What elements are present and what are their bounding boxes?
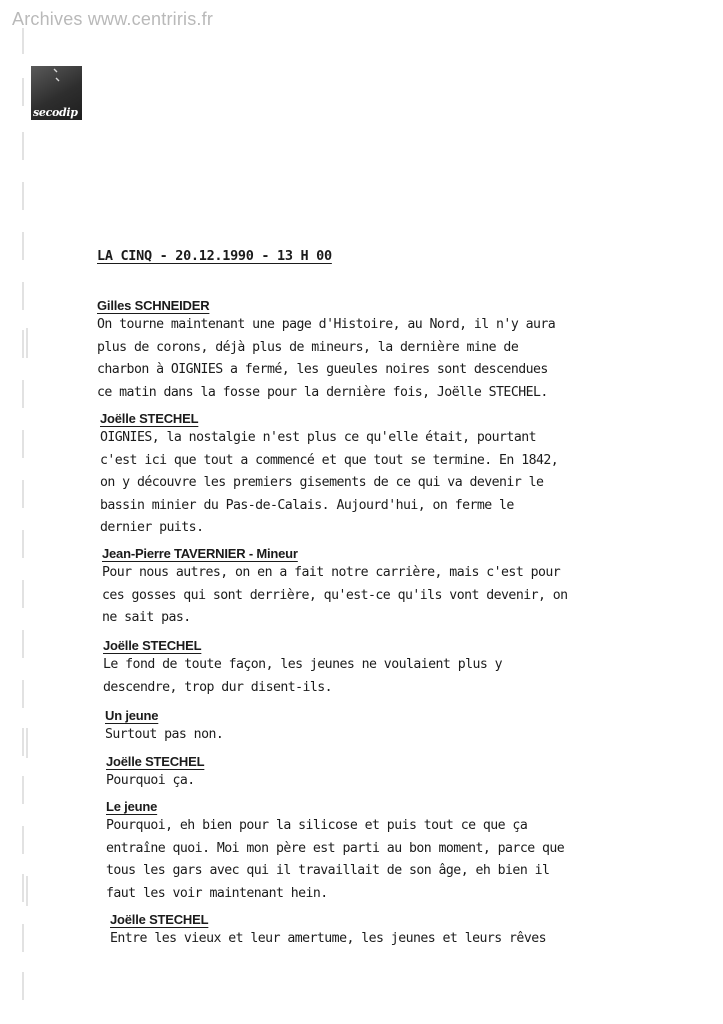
- transcript-line: on y découvre les premiers gisements de ce qui va devenir le: [100, 475, 544, 491]
- speaker-name: Joëlle STECHEL: [110, 912, 209, 927]
- transcript-line: OIGNIES, la nostalgie n'est plus ce qu'elle était, pourtant: [100, 430, 536, 445]
- speaker-name: Un jeune: [105, 708, 159, 723]
- speaker-name: Gilles SCHNEIDER: [97, 298, 210, 313]
- speaker-name: Le jeune: [106, 799, 158, 814]
- transcript-block: [110, 911, 580, 951]
- transcript-block: [100, 410, 570, 540]
- transcript-line: Pourquoi ça.: [106, 773, 195, 788]
- transcript-line: bassin minier du Pas-de-Calais. Aujourd'hui, on ferme le: [100, 497, 514, 513]
- transcript-line: charbon à OIGNIES a fermé, les gueules noires sont descendues: [97, 362, 548, 378]
- transcript-line: Entre les vieux et leur amertume, les jeunes et leurs rêves: [110, 931, 546, 946]
- transcript-block: [105, 707, 575, 747]
- transcript-line: tous les gars avec qui il travaillait de son âge, eh bien il: [106, 863, 550, 879]
- binding-margin: [17, 28, 33, 1018]
- transcript-line: dernier puits.: [100, 520, 204, 536]
- transcript-block: [106, 798, 576, 905]
- broadcast-header: LA CINQ - 20.12.1990 - 13 H 00: [97, 248, 332, 264]
- transcript-line: descendre, trop dur disent-ils.: [103, 679, 333, 695]
- transcript-line: On tourne maintenant une page d'Histoire, au Nord, il n'y aura: [97, 317, 556, 332]
- secodip-logo: [31, 66, 82, 120]
- transcript-line: plus de corons, déjà plus de mineurs, la dernière mine de: [97, 339, 519, 355]
- logo-mark-icon: [51, 68, 63, 92]
- transcript-line: Surtout pas non.: [105, 727, 224, 742]
- transcript-line: ce matin dans la fosse pour la dernière fois, Joëlle STECHEL.: [97, 384, 548, 400]
- speaker-name: Joëlle STECHEL: [100, 411, 199, 426]
- speaker-name: Jean-Pierre TAVERNIER - Mineur: [102, 546, 298, 561]
- transcript-line: c'est ici que tout a commencé et que tout se termine. En 1842,: [100, 452, 559, 468]
- binding-marks-icon: [17, 28, 33, 1018]
- transcript-block: [106, 753, 576, 793]
- speaker-name: Joëlle STECHEL: [103, 638, 202, 653]
- transcript-line: Le fond de toute façon, les jeunes ne voulaient plus y: [103, 657, 503, 672]
- transcript-line: Pourquoi, eh bien pour la silicose et puis tout ce que ça: [106, 818, 528, 833]
- transcript-block: [102, 545, 572, 630]
- transcript-block: [103, 637, 573, 699]
- speaker-name: Joëlle STECHEL: [106, 754, 205, 769]
- transcript-line: entraîne quoi. Moi mon père est parti au bon moment, parce que: [106, 840, 565, 856]
- transcript-line: faut les voir maintenant hein.: [106, 885, 328, 901]
- transcript-block: [97, 297, 567, 404]
- logo-text: secodip: [33, 106, 78, 119]
- transcript-line: ne sait pas.: [102, 610, 191, 626]
- transcript-line: ces gosses qui sont derrière, qu'est-ce qu'ils vont devenir, on: [102, 587, 568, 603]
- transcript-line: Pour nous autres, on en a fait notre carrière, mais c'est pour: [102, 565, 561, 580]
- archive-watermark: Archives www.centriris.fr: [12, 9, 214, 29]
